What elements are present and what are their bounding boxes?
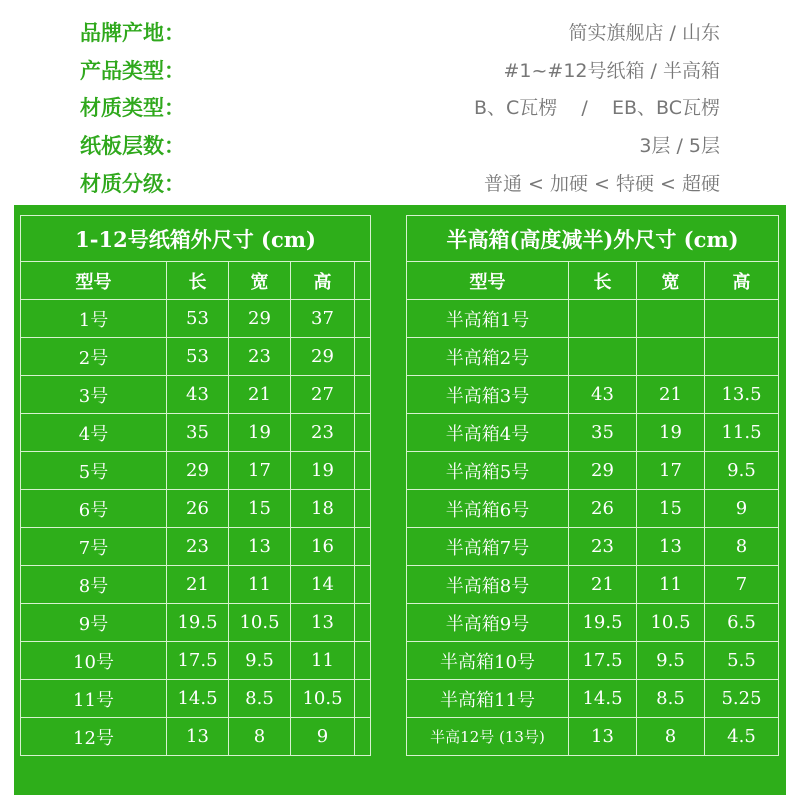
dimension-cell: 53 (167, 338, 229, 376)
dimension-cell: 13 (569, 718, 637, 756)
table-row (407, 718, 779, 756)
dimension-cell: 19 (291, 452, 355, 490)
dimension-cell: 5.5 (705, 642, 779, 680)
dimension-cell: 21 (229, 376, 291, 414)
dimension-cell: 9.5 (637, 642, 705, 680)
dimension-cell: 43 (167, 376, 229, 414)
blank-cell (355, 680, 371, 718)
dimension-cell: 13 (291, 604, 355, 642)
table-header-row (407, 262, 779, 300)
dimension-cell: 23 (229, 338, 291, 376)
dimension-cell: 21 (167, 566, 229, 604)
blank-cell (355, 604, 371, 642)
blank-cell (355, 642, 371, 680)
info-row (0, 89, 800, 127)
dimension-cell: 9.5 (229, 642, 291, 680)
dimension-cell: 16 (291, 528, 355, 566)
blank-cell (355, 338, 371, 376)
model-cell: 2号 (21, 338, 167, 376)
table-row (21, 414, 371, 452)
dimension-cell (637, 338, 705, 376)
table-row (21, 642, 371, 680)
dimension-cell: 7 (705, 566, 779, 604)
half-height-size-table (406, 215, 779, 756)
dimension-cell: 14.5 (569, 680, 637, 718)
dimension-cell: 26 (569, 490, 637, 528)
table-row (21, 338, 371, 376)
column-header: 宽 (637, 262, 705, 300)
dimension-cell: 27 (291, 376, 355, 414)
info-label: 材质类型： (80, 96, 185, 120)
table-row (407, 680, 779, 718)
dimension-cell: 29 (291, 338, 355, 376)
column-header: 高 (705, 262, 779, 300)
model-cell: 1号 (21, 300, 167, 338)
model-cell: 6号 (21, 490, 167, 528)
model-cell: 4号 (21, 414, 167, 452)
info-label: 纸板层数： (80, 134, 185, 158)
info-value: B、C瓦楞 / EB、BC瓦楞 (473, 97, 720, 119)
dimension-cell: 53 (167, 300, 229, 338)
model-cell: 半高箱6号 (407, 490, 569, 528)
table-title-row (407, 216, 779, 262)
dimension-cell: 8.5 (637, 680, 705, 718)
table-row (407, 376, 779, 414)
dimension-cell: 23 (291, 414, 355, 452)
dimension-cell: 19 (229, 414, 291, 452)
dimension-cell: 8 (637, 718, 705, 756)
model-cell: 10号 (21, 642, 167, 680)
info-row (0, 127, 800, 165)
dimension-cell: 9.5 (705, 452, 779, 490)
table-row (407, 300, 779, 338)
model-cell: 半高12号 (13号) (407, 718, 569, 756)
model-cell: 5号 (21, 452, 167, 490)
dimension-cell: 6.5 (705, 604, 779, 642)
model-cell: 3号 (21, 376, 167, 414)
table-row (21, 604, 371, 642)
model-cell: 半高箱4号 (407, 414, 569, 452)
dimension-cell: 15 (637, 490, 705, 528)
dimension-cell (705, 300, 779, 338)
column-header: 长 (569, 262, 637, 300)
dimension-cell: 11.5 (705, 414, 779, 452)
blank-cell (355, 528, 371, 566)
dimension-cell: 21 (637, 376, 705, 414)
dimension-cell: 4.5 (705, 718, 779, 756)
table-row (21, 490, 371, 528)
dimension-cell: 37 (291, 300, 355, 338)
blank-cell (355, 414, 371, 452)
info-label: 材质分级： (80, 172, 185, 196)
table-title-row (21, 216, 371, 262)
model-cell: 12号 (21, 718, 167, 756)
model-cell: 8号 (21, 566, 167, 604)
info-label: 品牌产地： (80, 21, 185, 45)
dimension-cell: 23 (167, 528, 229, 566)
model-cell: 半高箱1号 (407, 300, 569, 338)
table-row (407, 604, 779, 642)
model-cell: 半高箱3号 (407, 376, 569, 414)
dimension-cell: 8.5 (229, 680, 291, 718)
dimension-cell: 19.5 (167, 604, 229, 642)
table-row (407, 414, 779, 452)
product-info (0, 0, 800, 205)
column-header: 宽 (229, 262, 291, 300)
table-row (21, 300, 371, 338)
dimension-cell: 18 (291, 490, 355, 528)
info-value: 3层 / 5层 (639, 135, 720, 157)
dimension-cell: 17.5 (167, 642, 229, 680)
dimension-cell: 9 (705, 490, 779, 528)
dimension-cell: 35 (569, 414, 637, 452)
info-label: 产品类型： (80, 59, 185, 83)
blank-cell (355, 490, 371, 528)
dimension-cell: 10.5 (229, 604, 291, 642)
dimension-cell: 13 (229, 528, 291, 566)
dimension-cell: 29 (569, 452, 637, 490)
blank-cell (355, 300, 371, 338)
table-row (407, 528, 779, 566)
dimension-cell: 11 (291, 642, 355, 680)
info-row (0, 165, 800, 203)
info-row (0, 52, 800, 90)
dimension-cell: 17 (229, 452, 291, 490)
dimension-cell: 5.25 (705, 680, 779, 718)
table-title: 1-12号纸箱外尺寸 (cm) (21, 216, 371, 262)
model-cell: 半高箱5号 (407, 452, 569, 490)
table-row (21, 376, 371, 414)
dimension-cell: 8 (229, 718, 291, 756)
model-cell: 7号 (21, 528, 167, 566)
dimension-cell: 11 (637, 566, 705, 604)
dimension-cell (569, 300, 637, 338)
model-cell: 半高箱11号 (407, 680, 569, 718)
size-board (14, 205, 786, 795)
table-row (21, 718, 371, 756)
dimension-cell: 43 (569, 376, 637, 414)
dimension-cell: 14 (291, 566, 355, 604)
column-header: 长 (167, 262, 229, 300)
dimension-cell: 8 (705, 528, 779, 566)
info-row (0, 14, 800, 52)
dimension-cell: 15 (229, 490, 291, 528)
dimension-cell: 26 (167, 490, 229, 528)
info-value: 普通 < 加硬 < 特硬 < 超硬 (484, 173, 720, 195)
blank-cell (355, 452, 371, 490)
column-header: 型号 (407, 262, 569, 300)
dimension-cell (637, 300, 705, 338)
dimension-cell: 29 (229, 300, 291, 338)
dimension-cell: 14.5 (167, 680, 229, 718)
table-row (407, 566, 779, 604)
blank-cell (355, 718, 371, 756)
dimension-cell (705, 338, 779, 376)
dimension-cell: 17 (637, 452, 705, 490)
blank-cell (355, 376, 371, 414)
model-cell: 半高箱7号 (407, 528, 569, 566)
model-cell: 半高箱8号 (407, 566, 569, 604)
table-title: 半高箱(高度减半)外尺寸 (cm) (407, 216, 779, 262)
column-header: 高 (291, 262, 355, 300)
table-row (407, 642, 779, 680)
column-header: 型号 (21, 262, 167, 300)
table-row (21, 680, 371, 718)
dimension-cell (569, 338, 637, 376)
table-header-row (21, 262, 371, 300)
dimension-cell: 13 (637, 528, 705, 566)
table-row (407, 490, 779, 528)
model-cell: 半高箱9号 (407, 604, 569, 642)
dimension-cell: 11 (229, 566, 291, 604)
info-value: #1~#12号纸箱 / 半高箱 (503, 60, 720, 82)
model-cell: 半高箱10号 (407, 642, 569, 680)
dimension-cell: 9 (291, 718, 355, 756)
dimension-cell: 29 (167, 452, 229, 490)
table-row (407, 338, 779, 376)
table-row (21, 566, 371, 604)
info-value: 简实旗舰店 / 山东 (568, 22, 720, 44)
dimension-cell: 23 (569, 528, 637, 566)
model-cell: 9号 (21, 604, 167, 642)
dimension-cell: 35 (167, 414, 229, 452)
dimension-cell: 13.5 (705, 376, 779, 414)
table-row (21, 528, 371, 566)
model-cell: 11号 (21, 680, 167, 718)
blank-cell (355, 566, 371, 604)
dimension-cell: 10.5 (291, 680, 355, 718)
table-row (407, 452, 779, 490)
blank-cell (355, 262, 371, 300)
dimension-cell: 13 (167, 718, 229, 756)
dimension-cell: 10.5 (637, 604, 705, 642)
dimension-cell: 17.5 (569, 642, 637, 680)
dimension-cell: 19.5 (569, 604, 637, 642)
table-row (21, 452, 371, 490)
standard-size-table (20, 215, 371, 756)
dimension-cell: 21 (569, 566, 637, 604)
dimension-cell: 19 (637, 414, 705, 452)
model-cell: 半高箱2号 (407, 338, 569, 376)
